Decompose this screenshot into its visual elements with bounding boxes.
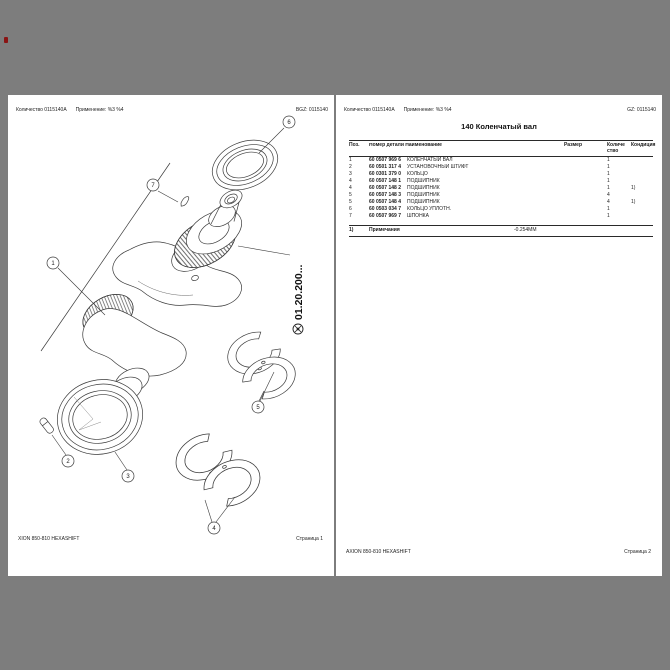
exploded-diagram (8, 95, 334, 576)
parts-table (349, 140, 656, 220)
cell-name: ПОДШИПНИК (407, 192, 440, 198)
callout-7 (147, 179, 159, 191)
table-row (349, 171, 653, 178)
table-row (349, 178, 653, 185)
cell-pos: 5 (349, 192, 352, 198)
right-page-footer (346, 549, 651, 555)
woodruff-key (180, 195, 189, 207)
bearing-shell (238, 350, 302, 406)
left-page (8, 95, 334, 576)
page-title: 140 Коленчатый вал (461, 122, 537, 131)
cell-name: КОЛЕНЧАТЫЙ ВАЛ (407, 157, 453, 163)
cell-name: ПОДШИПНИК (407, 185, 440, 191)
cell-part: 60 0503 034 7 (369, 206, 401, 212)
cell-qty: 1 (607, 171, 610, 177)
col-qty-line2: ство (607, 147, 619, 154)
quantity-label: Количество 0115140A (16, 107, 67, 113)
svg-text:6: 6 (287, 120, 291, 127)
cell-qty: 1 (607, 157, 610, 163)
table-row (349, 192, 653, 199)
callout-1 (47, 257, 59, 269)
drawing-code: BGZ: 0115140 (295, 107, 328, 113)
cell-part: 60 0301 379 0 (369, 171, 401, 177)
note-value: -0.254ММ (514, 227, 537, 233)
cell-qty: 1 (607, 213, 610, 219)
cell-qty: 1 (607, 164, 610, 170)
red-mark (4, 37, 8, 43)
callout-3 (122, 470, 134, 482)
cell-pos: 3 (349, 171, 352, 177)
notes-row (349, 225, 653, 237)
cell-part: 60 0507 969 6 (369, 157, 401, 163)
application-label: Применение: %3 %4 (75, 107, 124, 113)
svg-text:5: 5 (256, 405, 260, 412)
page-number: Страница 1 (296, 536, 323, 542)
cell-name: УСТАНОВОЧНЫЙ ШТИФТ (407, 164, 469, 170)
bearing-shell (168, 426, 238, 489)
cell-qty: 1 (607, 178, 610, 184)
left-page-footer (18, 536, 323, 542)
right-page-header (344, 107, 656, 113)
col-part-name: Номер детали Наименование (369, 143, 442, 148)
bearing-shell (197, 451, 267, 514)
cell-qty: 1 (607, 185, 610, 191)
model-label: AXION 850-810 HEXASHIFT (346, 549, 411, 555)
cell-pos: 2 (349, 164, 352, 170)
col-pos: Поз. (349, 142, 360, 148)
cell-name: ПОДШИПНИК (407, 199, 440, 205)
cell-cond: 1) (631, 199, 636, 205)
cell-pos: 5 (349, 199, 352, 205)
crank-web-lower (83, 309, 186, 377)
svg-text:1: 1 (51, 261, 55, 268)
cell-name: ШПОНКА (407, 213, 429, 219)
cell-part: 60 0507 148 1 (369, 178, 401, 184)
cell-part: 60 0501 317 4 (369, 164, 401, 170)
page-number: Страница 2 (624, 549, 651, 555)
model-label: XION 850-810 HEXASHIFT (18, 536, 80, 542)
col-qty-line1: Количе (607, 142, 625, 148)
ref-symbol-icon (293, 324, 303, 334)
col-qty (607, 143, 631, 154)
cell-part: 60 0507 148 3 (369, 192, 401, 198)
svg-text:7: 7 (151, 183, 155, 190)
cell-pos: 4 (349, 178, 352, 184)
note-label: Примечания (369, 227, 400, 233)
application-label: Применение: %3 %4 (403, 107, 452, 113)
cell-name: ПОДШИПНИК (407, 178, 440, 184)
cell-pos: 6 (349, 206, 352, 212)
cell-name: КОЛЬЦО (407, 171, 428, 177)
svg-text:3: 3 (126, 474, 130, 481)
svg-text:2: 2 (66, 459, 70, 466)
callout-4 (208, 522, 220, 534)
table-row (349, 164, 653, 171)
col-cond: Кондиция (631, 142, 656, 148)
note-ref: 1) (349, 227, 354, 233)
callout-6 (283, 116, 295, 128)
cell-name: КОЛЬЦО УПЛОТН. (407, 206, 452, 212)
drawing-reference (293, 264, 305, 334)
cell-qty: 1 (607, 206, 610, 212)
cell-pos: 1 (349, 157, 352, 163)
col-size: Размер (564, 142, 583, 148)
cell-pos: 4 (349, 185, 352, 191)
table-row (349, 206, 653, 213)
cell-qty: 4 (607, 192, 610, 198)
callout-2 (62, 455, 74, 467)
seal-ring (205, 131, 285, 199)
ref-number: 01.20.200... (293, 264, 305, 320)
cell-qty: 4 (607, 199, 610, 205)
drawing-code: GZ: 0115140 (627, 107, 656, 113)
right-page (336, 95, 662, 576)
cell-part: 60 0507 969 7 (369, 213, 401, 219)
svg-text:4: 4 (212, 526, 216, 533)
cell-cond: 1) (631, 185, 636, 191)
table-row (349, 185, 653, 192)
quantity-label: Количество 0115140A (344, 107, 395, 113)
cell-part: 60 0507 148 4 (369, 199, 401, 205)
callout-5 (252, 401, 264, 413)
dowel-pin (39, 417, 55, 435)
table-row (349, 199, 653, 206)
table-row (349, 213, 653, 220)
table-row (349, 157, 653, 164)
cell-part: 60 0507 148 2 (369, 185, 401, 191)
cell-pos: 7 (349, 213, 352, 219)
table-header-row (349, 140, 656, 157)
left-page-header (16, 107, 328, 113)
